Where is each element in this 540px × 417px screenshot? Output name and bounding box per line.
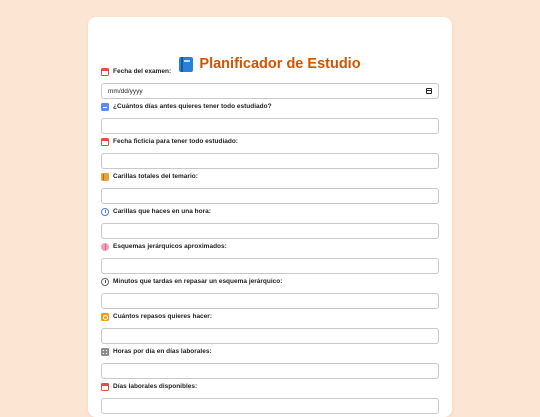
calendar-icon [101, 138, 109, 146]
calendar-icon [101, 68, 109, 76]
workday-hours-field [101, 347, 439, 379]
review-minutes-input[interactable] [101, 293, 439, 309]
reviews-count-label: Cuántos repasos quieres hacer: [101, 312, 439, 322]
review-minutes-field [101, 277, 439, 309]
total-pages-field [101, 172, 439, 204]
calendar-picker-icon[interactable] [426, 88, 432, 94]
days-before-field [101, 102, 439, 134]
outlines-input[interactable] [101, 258, 439, 274]
workdays-available-input[interactable] [101, 398, 439, 414]
clock-icon [101, 208, 109, 216]
days-before-input[interactable] [101, 118, 439, 134]
numbers-icon [101, 103, 109, 111]
workdays-available-field [101, 382, 439, 414]
total-pages-label: Carillas totales del temario: [101, 172, 439, 182]
exam-date-input[interactable] [101, 83, 439, 99]
date-placeholder: mm/dd/yyyy [108, 87, 143, 95]
pages-icon [101, 173, 109, 181]
reviews-count-input[interactable] [101, 328, 439, 344]
exam-date-label: Fecha del examen: [101, 67, 439, 77]
fictitious-date-input[interactable] [101, 153, 439, 169]
days-before-label: ¿Cuántos días antes quieres tener todo estudiado? [101, 102, 439, 112]
workday-hours-label: Horas por día en días laborales: [101, 347, 439, 357]
pages-per-hour-input[interactable] [101, 223, 439, 239]
outlines-label: Esquemas jerárquicos aproximados: [101, 242, 439, 252]
pages-per-hour-label: Carillas que haces en una hora: [101, 207, 439, 217]
review-minutes-label: Minutos que tardas en repasar un esquema jerárquico: [101, 277, 439, 287]
stopwatch-icon [101, 278, 109, 286]
workdays-available-label: Días laborales disponibles: [101, 382, 439, 392]
reviews-count-field [101, 312, 439, 344]
outlines-field [101, 242, 439, 274]
pages-per-hour-field [101, 207, 439, 239]
exam-date-field [101, 67, 439, 99]
fictitious-date-label: Fecha ficticia para tener todo estudiado: [101, 137, 439, 147]
calendar-icon [101, 383, 109, 391]
building-icon [101, 348, 109, 356]
repeat-icon [101, 313, 109, 321]
workday-hours-input[interactable] [101, 363, 439, 379]
total-pages-input[interactable] [101, 188, 439, 204]
fictitious-date-field [101, 137, 439, 169]
page-title-text: Planificador de Estudio [199, 56, 361, 72]
brain-icon [101, 243, 109, 251]
